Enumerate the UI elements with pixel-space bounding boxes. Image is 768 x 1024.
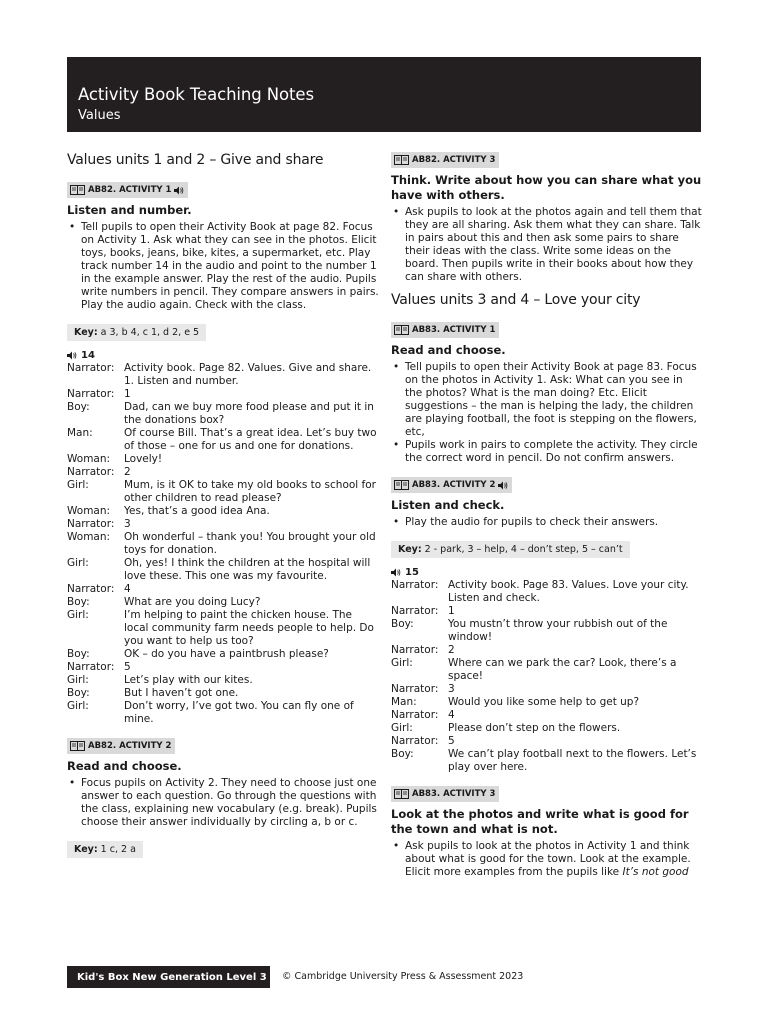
script-speaker: Girl: xyxy=(391,657,413,669)
script-speaker: Narrator: xyxy=(67,466,115,478)
instruction-italic: It’s not good xyxy=(622,866,689,878)
header-band xyxy=(67,57,701,132)
instruction-item xyxy=(391,840,703,879)
script-speaker: Girl: xyxy=(67,557,89,569)
key-label: Key: xyxy=(398,544,422,555)
activity-tag-label: AB83. ACTIVITY 2 xyxy=(412,480,496,490)
book-icon xyxy=(70,741,85,751)
script-row xyxy=(391,709,703,722)
audio-track xyxy=(67,350,379,361)
key-label: Key: xyxy=(74,327,98,338)
script-speaker: Boy: xyxy=(67,648,90,660)
answer-key xyxy=(391,541,630,558)
script-line: OK – do you have a paintbrush please? xyxy=(124,648,329,660)
instruction-item: • Tell pupils to open their Activity Book at page 82. Focus on Activity 1. Ask what they can see in the photos. Elicit toys, books, jeans, bike, kites, a supermarket, etc. Play track number 14 in the audio and point to the number 1 in the example answer. Play the rest of the audio. Pupils write numbers in pencil. They compare answers in pairs. Play the audio again. Check with the class. xyxy=(67,221,379,312)
book-icon xyxy=(394,325,409,335)
key-text: 2 - park, 3 – help, 4 – don’t step, 5 – can’t xyxy=(424,544,623,555)
script-speaker: Man: xyxy=(67,427,93,439)
section-title-units-1-2: Values units 1 and 2 – Give and share xyxy=(67,152,324,168)
script-line: Yes, that’s a good idea Ana. xyxy=(124,505,270,517)
script-speaker: Girl: xyxy=(67,674,89,686)
audio-speaker-icon xyxy=(67,351,77,360)
activity-heading: Listen and check. xyxy=(391,498,505,512)
script-row xyxy=(67,466,379,479)
script-speaker: Narrator: xyxy=(67,583,115,595)
book-icon xyxy=(394,155,409,165)
script-speaker: Narrator: xyxy=(67,362,115,374)
activity-heading: Listen and number. xyxy=(67,203,192,217)
script-line: But I haven’t got one. xyxy=(124,687,239,699)
script-line: 4 xyxy=(124,583,131,595)
script-line: Of course Bill. That’s a great idea. Let’s buy two of those – one for us and one for donations. xyxy=(124,427,377,452)
activity-tag-label: AB82. ACTIVITY 2 xyxy=(88,741,172,751)
instruction-text: Ask pupils to look at the photos in Activity 1 and think about what is good for the town. Look at the example. Elicit more examples from the pupils like xyxy=(405,840,691,878)
activity-tag-ab83-2 xyxy=(391,477,512,493)
script-row xyxy=(391,579,703,605)
script-row xyxy=(67,583,379,596)
activity-tag-ab83-1 xyxy=(391,322,499,338)
script-speaker: Narrator: xyxy=(391,644,439,656)
script-line: 1 xyxy=(448,605,455,617)
script-row xyxy=(391,618,703,644)
script-row xyxy=(67,388,379,401)
activity-tag-ab82-3 xyxy=(391,152,499,168)
script-row xyxy=(67,401,379,427)
script-row xyxy=(67,453,379,466)
script-line: Oh, yes! I think the children at the hospital will love these. This one was my favourite. xyxy=(124,557,371,582)
key-label: Key: xyxy=(74,844,98,855)
script-row xyxy=(67,479,379,505)
script-speaker: Narrator: xyxy=(67,388,115,400)
track-number: 14 xyxy=(81,350,95,361)
script-line: Oh wonderful – thank you! You brought your old toys for donation. xyxy=(124,531,376,556)
script-speaker: Narrator: xyxy=(391,605,439,617)
audio-speaker-icon xyxy=(391,568,401,577)
script-row xyxy=(67,531,379,557)
script-line: 4 xyxy=(448,709,455,721)
page-subtitle: Values xyxy=(78,108,121,123)
key-text: a 3, b 4, c 1, d 2, e 5 xyxy=(100,327,200,338)
script-line: Lovely! xyxy=(124,453,163,465)
script-row xyxy=(391,696,703,709)
instruction-item: • Ask pupils to look at the photos again and tell them that they are all sharing. Ask them what they can share. Talk in pairs about this and then ask some pairs to share their ideas with the class. Write some ideas on the board. Then pupils write in their books about how they can share with others. xyxy=(391,206,703,284)
script-line: Please don’t step on the flowers. xyxy=(448,722,621,734)
script-line: I’m helping to paint the chicken house. The local community farm needs people to help. Do you want to help us too? xyxy=(124,609,374,647)
script-row xyxy=(391,657,703,683)
activity-tag-ab82-2 xyxy=(67,738,175,754)
script-speaker: Boy: xyxy=(391,748,414,760)
script-line: 5 xyxy=(448,735,455,747)
script-speaker: Narrator: xyxy=(391,709,439,721)
footer-copyright: © Cambridge University Press & Assessment 2023 xyxy=(282,971,524,982)
script-speaker: Narrator: xyxy=(67,518,115,530)
activity-tag-ab82-1 xyxy=(67,182,188,198)
script-row xyxy=(391,722,703,735)
audio-script xyxy=(391,579,703,774)
script-line: You mustn’t throw your rubbish out of the window! xyxy=(448,618,668,643)
script-row xyxy=(67,518,379,531)
footer-badge: Kid's Box New Generation Level 3 xyxy=(67,966,270,988)
script-line: Mum, is it OK to take my old books to school for other children to read please? xyxy=(124,479,376,504)
script-row xyxy=(391,735,703,748)
activity-instructions xyxy=(391,840,703,879)
script-line: Dad, can we buy more food please and put it in the donations box? xyxy=(124,401,374,426)
script-line: 2 xyxy=(124,466,131,478)
activity-instructions xyxy=(67,221,379,312)
script-speaker: Narrator: xyxy=(391,579,439,591)
book-icon xyxy=(394,789,409,799)
script-speaker: Woman: xyxy=(67,505,111,517)
activity-instructions xyxy=(391,361,703,465)
script-row xyxy=(391,748,703,774)
script-row xyxy=(67,687,379,700)
script-speaker: Girl: xyxy=(67,479,89,491)
activity-tag-label: AB83. ACTIVITY 1 xyxy=(412,325,496,335)
script-row xyxy=(67,609,379,648)
script-row xyxy=(67,362,379,388)
script-line: Would you like some help to get up? xyxy=(448,696,640,708)
audio-script xyxy=(67,362,379,726)
book-icon xyxy=(394,480,409,490)
activity-instructions xyxy=(391,206,703,284)
script-row xyxy=(391,644,703,657)
script-line: Activity book. Page 82. Values. Give and share. 1. Listen and number. xyxy=(124,362,372,387)
audio-speaker-icon xyxy=(498,481,508,490)
activity-heading: Look at the photos and write what is good for the town and what is not. xyxy=(391,807,689,836)
script-speaker: Man: xyxy=(391,696,417,708)
activity-tag-label: AB82. ACTIVITY 3 xyxy=(412,155,496,165)
script-row xyxy=(67,674,379,687)
script-speaker: Boy: xyxy=(67,401,90,413)
script-row xyxy=(391,683,703,696)
script-row xyxy=(67,505,379,518)
script-row xyxy=(391,605,703,618)
script-speaker: Narrator: xyxy=(391,683,439,695)
script-line: 1 xyxy=(124,388,131,400)
right-column xyxy=(391,150,703,887)
script-speaker: Boy: xyxy=(67,687,90,699)
script-speaker: Woman: xyxy=(67,453,111,465)
script-line: We can’t play football next to the flowers. Let’s play over here. xyxy=(448,748,697,773)
left-column xyxy=(67,150,379,867)
instruction-item: • Focus pupils on Activity 2. They need to choose just one answer to each question. Go through the questions with the class, explaining new vocabulary (e.g. break). Pupils choose their answer individually by circling a, b or c. xyxy=(67,777,379,829)
section-title-units-3-4: Values units 3 and 4 – Love your city xyxy=(391,292,641,308)
script-line: 5 xyxy=(124,661,131,673)
answer-key xyxy=(67,324,206,341)
book-icon xyxy=(70,185,85,195)
script-speaker: Woman: xyxy=(67,531,111,543)
activity-instructions xyxy=(391,516,703,529)
script-speaker: Girl: xyxy=(67,609,89,621)
audio-track xyxy=(391,567,703,578)
script-speaker: Narrator: xyxy=(67,661,115,673)
activity-tag-label: AB83. ACTIVITY 3 xyxy=(412,789,496,799)
activity-heading: Think. Write about how you can share what you have with others. xyxy=(391,173,702,202)
script-line: 3 xyxy=(448,683,455,695)
script-row xyxy=(67,700,379,726)
activity-tag-ab83-3 xyxy=(391,786,499,802)
script-row xyxy=(67,427,379,453)
answer-key xyxy=(67,841,143,858)
script-line: Don’t worry, I’ve got two. You can fly one of mine. xyxy=(124,700,354,725)
activity-heading: Read and choose. xyxy=(391,343,506,357)
instruction-item: • Pupils work in pairs to complete the activity. They circle the correct word in pencil. Do not confirm answers. xyxy=(391,439,703,465)
script-row xyxy=(67,648,379,661)
script-line: Activity book. Page 83. Values. Love your city. Listen and check. xyxy=(448,579,689,604)
activity-tag-label: AB82. ACTIVITY 1 xyxy=(88,185,172,195)
instruction-item: • Tell pupils to open their Activity Book at page 83. Focus on the photos in Activity 1. Ask: What can you see in the photos? What is the man doing? Etc. Elicit suggestions – the man is helping the lady, the children are playing football, the foot is stepping on the flowers, etc, xyxy=(391,361,703,439)
script-line: 3 xyxy=(124,518,131,530)
script-speaker: Boy: xyxy=(67,596,90,608)
script-line: Where can we park the car? Look, there’s a space! xyxy=(448,657,677,682)
script-line: What are you doing Lucy? xyxy=(124,596,261,608)
track-number: 15 xyxy=(405,567,419,578)
audio-speaker-icon xyxy=(174,186,184,195)
page-title: Activity Book Teaching Notes xyxy=(78,85,314,104)
script-speaker: Narrator: xyxy=(391,735,439,747)
script-speaker: Girl: xyxy=(67,700,89,712)
script-line: 2 xyxy=(448,644,455,656)
script-speaker: Girl: xyxy=(391,722,413,734)
script-line: Let’s play with our kites. xyxy=(124,674,253,686)
activity-heading: Read and choose. xyxy=(67,759,182,773)
script-row xyxy=(67,661,379,674)
script-speaker: Boy: xyxy=(391,618,414,630)
script-row xyxy=(67,557,379,583)
script-row xyxy=(67,596,379,609)
key-text: 1 c, 2 a xyxy=(100,844,136,855)
activity-instructions xyxy=(67,777,379,829)
instruction-item: • Play the audio for pupils to check their answers. xyxy=(391,516,703,529)
